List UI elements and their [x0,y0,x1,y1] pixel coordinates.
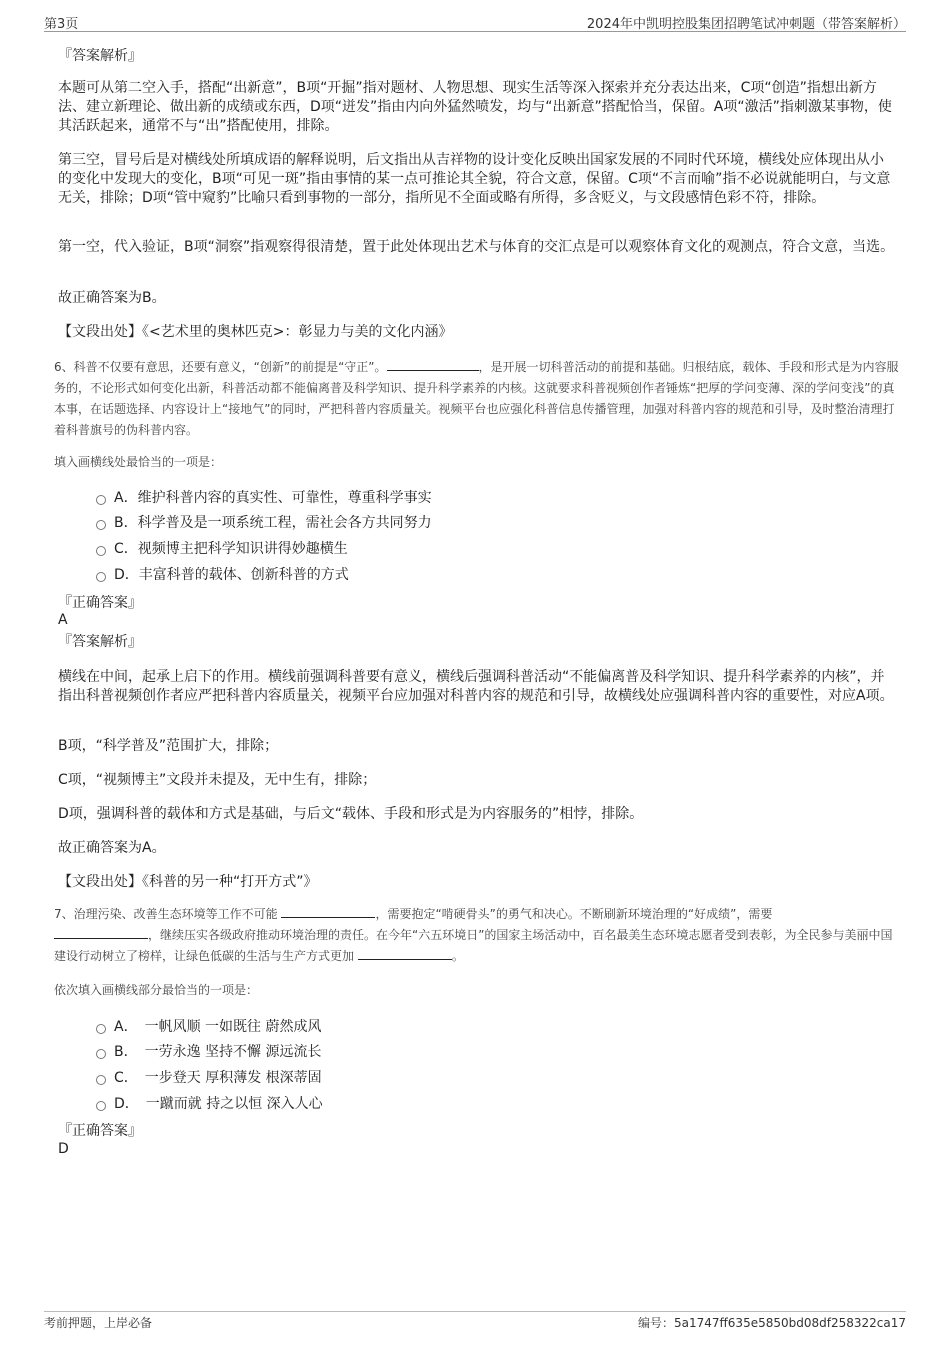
document-title: 2024年中凯明控股集团招聘笔试冲刺题（带答案解析） [586,17,906,32]
option-a[interactable] [96,1017,321,1037]
option-label: A． 一帆风顺 一如既往 蔚然成风 [114,1019,322,1035]
option-b[interactable] [96,513,432,533]
analysis-paragraph: C项，“视频博主”文段并未提及，无中生有，排除； [58,772,377,788]
radio-icon[interactable] [96,1075,106,1085]
radio-icon[interactable] [96,546,106,556]
analysis-label: 『答案解析』 [58,634,142,650]
radio-icon[interactable] [96,520,106,530]
source-citation: 【文段出处】《科普的另一种“打开方式”》 [58,874,318,890]
option-label: D． 一蹴而就 持之以恒 深入人心 [114,1096,323,1112]
question-7-stem: 7、治理污染、改善生态环境等工作不可能 ，需要抱定“啃硬骨头”的勇气和决心。不断刷新环境治理的“好成绩”，需要 ，继续压实各级政府推动环境治理的责任。在今年“六五环境日”的国家主场活动中，百名最美生态环境志愿者受到表彰，为全民参与美丽中国建设行动树立了榜样，让绿色低碳的生活与生产方式更加 。 [54,907,893,963]
option-label: A．维护科普内容的真实性、可靠性，尊重科学事实 [114,490,432,506]
page-number: 第3页 [44,17,79,32]
question-prompt: 依次填入画横线部分最恰当的一项是： [54,983,259,997]
analysis-paragraph: 横线在中间，起承上启下的作用。横线前强调科普要有意义，横线后强调科普活动“不能偏离普及科学知识、提升科学素养的内核”，并指出科普视频创作者应严把科普内容质量关，视频平台应加强对科普内容的规范和引导，故横线处应强调科普内容的重要性，对应A项。 [58,669,894,704]
answer-label: 『正确答案』 [58,1123,142,1139]
analysis-paragraph: 第三空，冒号后是对横线处所填成语的解释说明，后文指出从吉祥物的设计变化反映出国家发展的不同时代环境，横线处应体现出从小的变化中发现大的变化，B项“可见一斑”指由事情的某一点可推论其全貌，符合文意，保留。C项“不言而喻”指不必说就能明白，与文意无关，排除；D项“管中窥豹”比喻只看到事物的一部分，指所见不全面或略有所得，多含贬义，与文段感情色彩不符，排除。 [58,152,891,206]
analysis-label: 『答案解析』 [58,48,142,64]
answer-label: 『正确答案』 [58,595,142,611]
footer-divider [44,1311,906,1312]
option-label: C．视频博主把科学知识讲得妙趣横生 [114,541,348,557]
fill-blank [54,926,148,939]
question-prompt: 填入画横线处最恰当的一项是： [54,455,223,469]
option-a[interactable] [96,488,432,508]
header-divider [44,31,906,32]
option-d[interactable] [96,565,349,585]
analysis-paragraph: 本题可从第二空入手，搭配“出新意”，B项“开掘”指对题材、人物思想、现实生活等深入探索并充分表达出来，C项“创造”指想出新方法、建立新理论、做出新的成绩或东西，D项“迸发”指由内向外猛然喷发，均与“出新意”搭配恰当，保留。A项“激活”指刺激某事物，使其活跃起来，通常不与“出”搭配使用，排除。 [58,80,892,134]
fill-blank [387,358,479,371]
radio-icon[interactable] [96,1024,106,1034]
option-label: B．科学普及是一项系统工程，需社会各方共同努力 [114,515,432,531]
option-b[interactable] [96,1042,322,1062]
analysis-paragraph: 第一空，代入验证，B项“洞察”指观察得很清楚，置于此处体现出艺术与体育的交汇点是可以观察体育文化的观测点，符合文意，当选。 [58,239,895,255]
correct-answer: A [58,612,68,628]
source-citation: 【文段出处】《<艺术里的奥林匹克>：彰显力与美的文化内涵》 [58,324,453,340]
footer-slogan: 考前押题，上岸必备 [44,1316,153,1330]
fill-blank [281,905,375,918]
option-label: B． 一劳永逸 坚持不懈 源远流长 [114,1044,322,1060]
radio-icon[interactable] [96,1101,106,1111]
option-c[interactable] [96,539,348,559]
radio-icon[interactable] [96,495,106,505]
correct-answer: D [58,1141,69,1157]
fill-blank [358,947,452,960]
answer-conclusion: 故正确答案为A。 [58,840,166,856]
option-label: D．丰富科普的载体、创新科普的方式 [114,567,349,583]
option-d[interactable] [96,1094,323,1114]
analysis-paragraph: D项，强调科普的载体和方式是基础，与后文“载体、手段和形式是为内容服务的”相悖，排除。 [58,806,644,822]
option-c[interactable] [96,1068,322,1088]
document-id: 编号：5a1747ff635e5850bd08df258322ca17 [638,1316,906,1330]
question-6-stem: 6、科普不仅要有意思，还要有意义，“创新”的前提是“守正”。 ，是开展一切科普活动的前提和基础。归根结底，载体、手段和形式是为内容服务的，不论形式如何变化出新，科普活动都不能偏离普及科学知识、提升科学素养的内核。这就要求科普视频创作者锤炼“把厚的学问变薄、深的学问变浅”的真本事，在话题选择、内容设计上“接地气”的同时，严把科普内容质量关。视频平台也应强化科普信息传播管理，加强对科普内容的规范和引导，及时整治清理打着科普旗号的伪科普内容。 [54,360,899,437]
option-label: C． 一步登天 厚积薄发 根深蒂固 [114,1070,322,1086]
radio-icon[interactable] [96,1049,106,1059]
analysis-paragraph: B项，“科学普及”范围扩大，排除； [58,738,279,754]
answer-conclusion: 故正确答案为B。 [58,290,166,306]
radio-icon[interactable] [96,572,106,582]
